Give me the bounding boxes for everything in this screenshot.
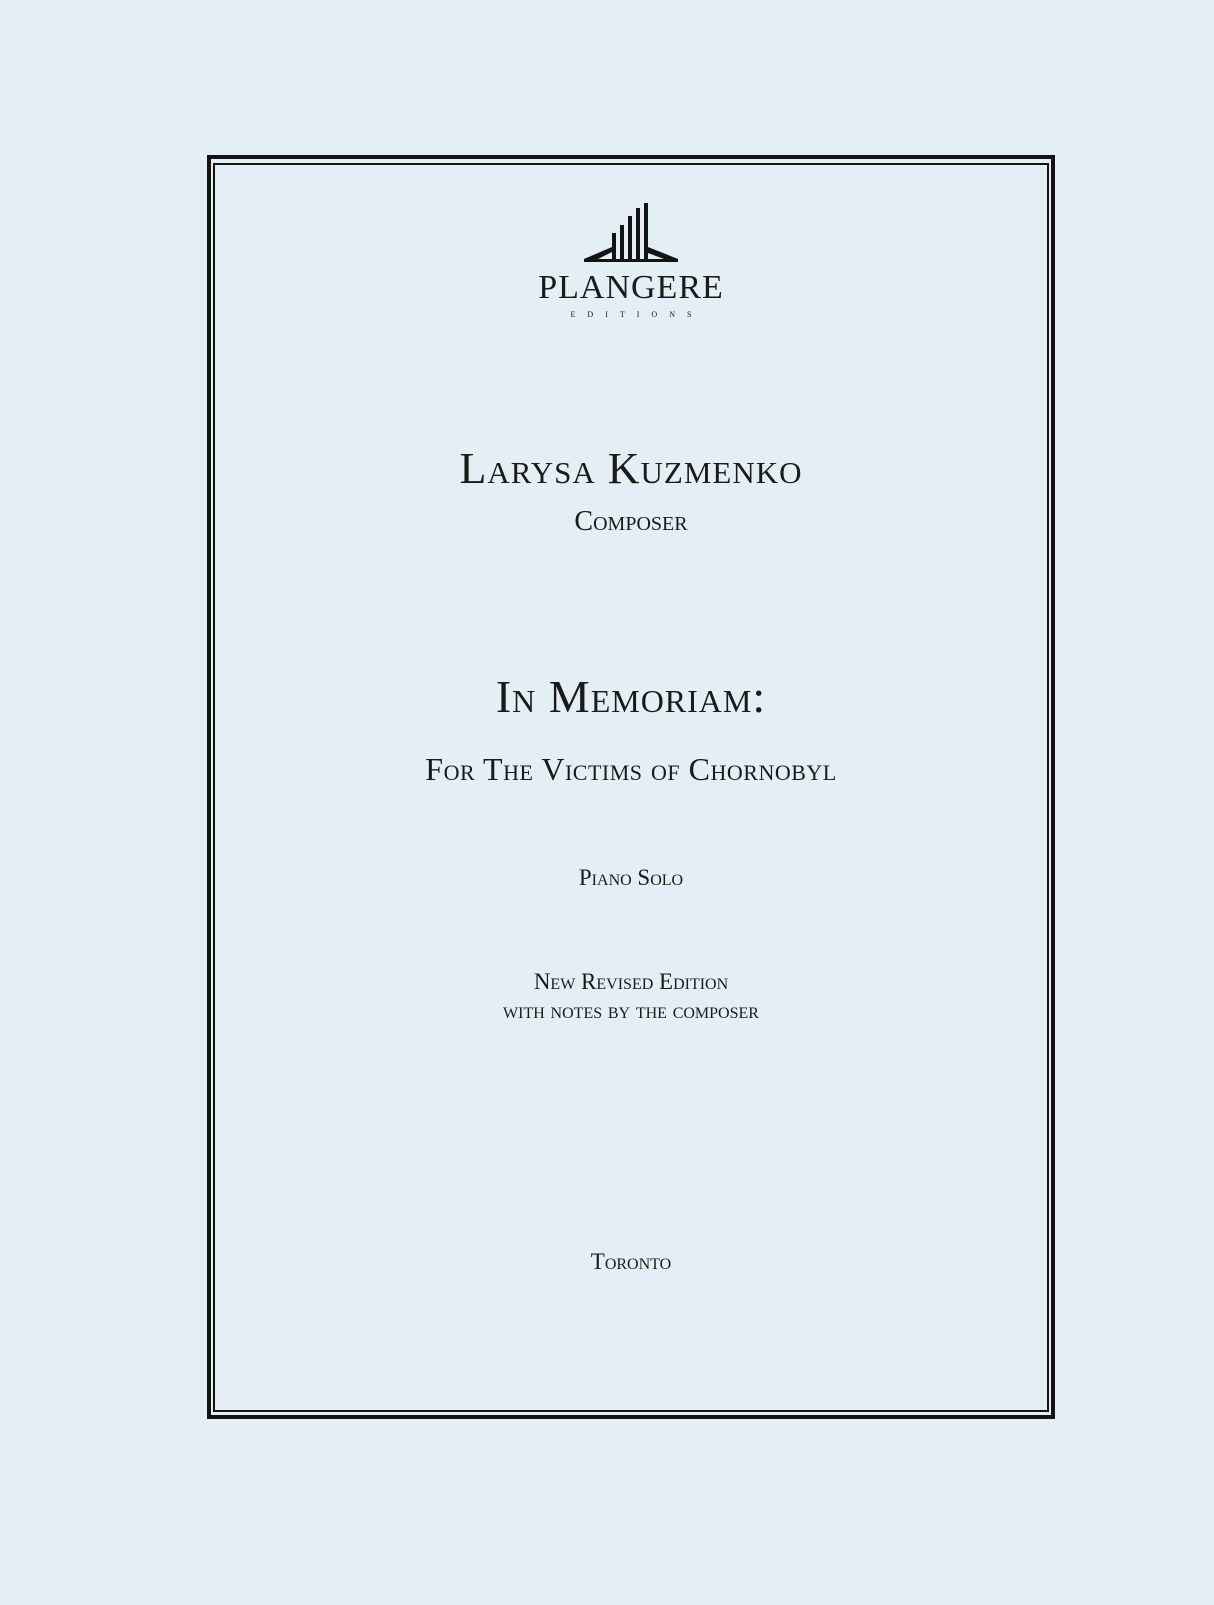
work-title: In Memoriam: bbox=[495, 671, 767, 722]
publisher-subname: EDITIONS bbox=[570, 310, 704, 319]
edition-line-2: with notes by the composer bbox=[503, 998, 759, 1023]
instrumentation: Piano Solo bbox=[578, 865, 684, 890]
publisher-name: PLANGERE bbox=[538, 269, 724, 306]
organ-pipes-logo-icon bbox=[576, 203, 686, 267]
work-subtitle: For The Victims of Chornobyl bbox=[425, 751, 837, 787]
composer-name: Larysa Kuzmenko bbox=[459, 444, 803, 493]
composer-role: Composer bbox=[574, 506, 688, 537]
publication-city: Toronto bbox=[590, 1249, 672, 1274]
publisher-logo bbox=[213, 203, 1049, 319]
edition-line-1: New Revised Edition bbox=[533, 969, 729, 994]
title-page bbox=[213, 163, 1049, 1412]
